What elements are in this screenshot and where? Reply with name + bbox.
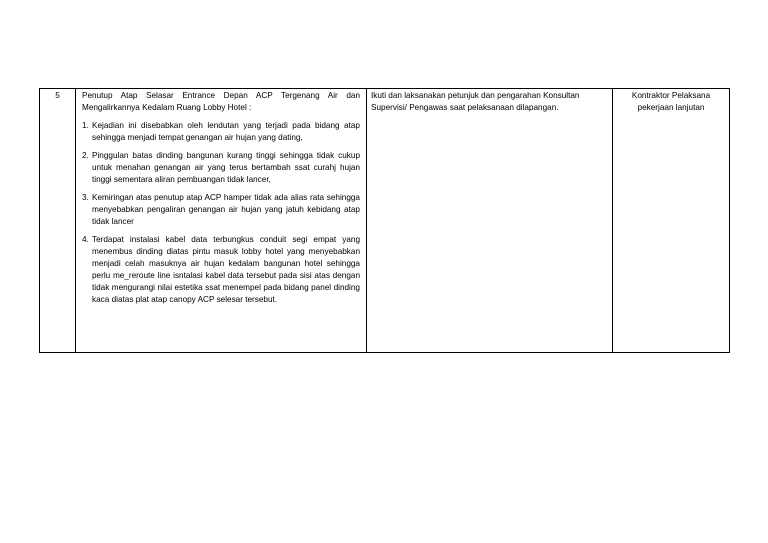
table-row <box>40 89 730 353</box>
list-item-text: Pinggulan batas dinding bangunan kurang tinggi sehingga tidak cukup untuk menahan genangan air yang terus bertambah ssat curahj hujan tinggi sementara aliran pembuangan tidak lancer, <box>92 151 360 184</box>
list-item <box>82 234 360 306</box>
list-item <box>82 150 360 186</box>
description-cell <box>76 89 367 353</box>
row-number-cell <box>40 89 76 353</box>
action-text: Ikuti dan laksanakan petunjuk dan pengarahan Konsultan Supervisi/ Pengawas saat pelaksanaan dilapangan. <box>371 91 580 112</box>
action-cell <box>367 89 613 353</box>
description-intro: Penutup Atap Selasar Entrance Depan ACP Tergenang Air dan Mengalirkannya Kedalam Ruang Lobby Hotel : <box>82 91 360 112</box>
list-item-number: 3. <box>82 193 89 202</box>
list-item-number: 4. <box>82 235 89 244</box>
list-item-number: 2. <box>82 151 89 160</box>
list-item <box>82 120 360 144</box>
list-item-number: 1. <box>82 121 89 130</box>
list-item <box>82 192 360 228</box>
findings-table <box>39 88 730 353</box>
responsible-text: Kontraktor Pelaksana pekerjaan lanjutan <box>631 91 711 112</box>
cause-list <box>82 120 360 306</box>
responsible-cell <box>613 89 730 353</box>
list-item-text: Terdapat instalasi kabel data terbungkus conduit segi empat yang menembus dinding diatas pintu masuk lobby hotel yang menyebabkan menjadi celah masuknya air hujan kedalam bangunan hotel sehingga perlu me_reroute line isntalasi kabel data tersebut pada sisi atas dengan tidak mengurangi nilai estetika ssat menempel pada bidang panel dinding kaca diatas plat atap canopy ACP selesar tersebut. <box>92 235 360 304</box>
list-item-text: Kemiringan atas penutup atap ACP hamper tidak ada alias rata sehingga menyebabkan pengaliran genangan air hujan yang jatuh kebidang atap tidak lancer <box>92 193 360 226</box>
list-item-text: Kejadian ini disebabkan oleh lendutan yang terjadi pada bidang atap sehingga menjadi tempat genangan air hujan yang dating, <box>92 121 360 142</box>
row-number: 5 <box>55 91 60 100</box>
